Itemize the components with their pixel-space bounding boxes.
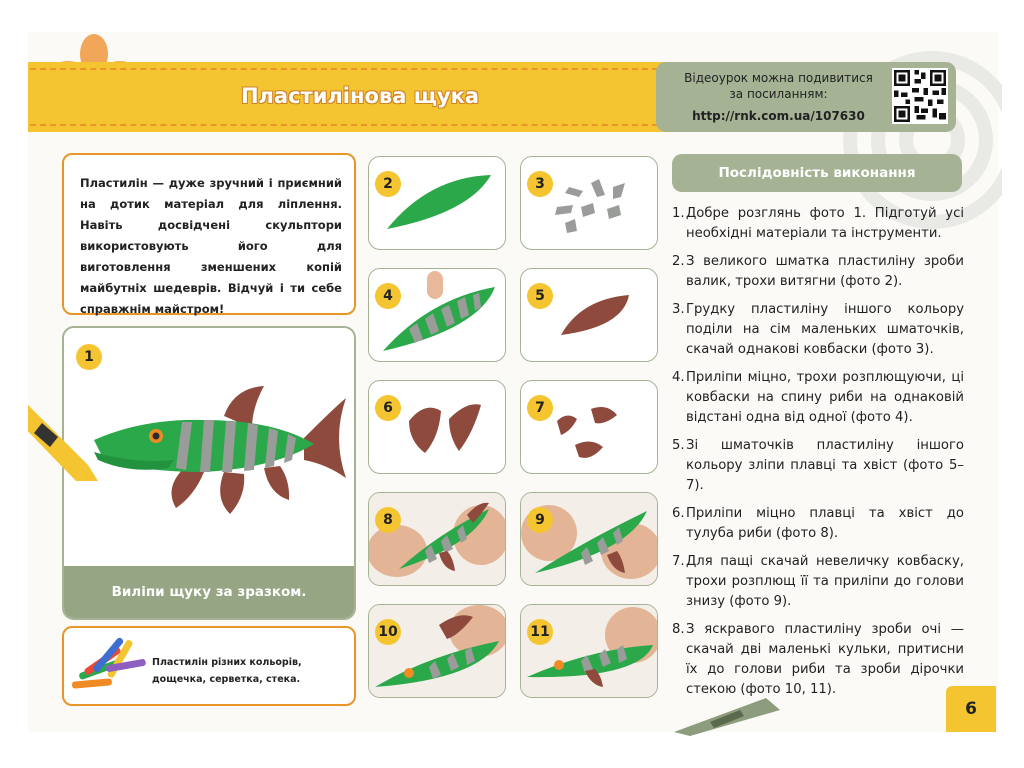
intro-text: Пластилін — дуже зручний і приємний на дотик матеріал для ліплення. Навіть досвідчені скульптори використовують його для виготовлення зменшених копій майбутніх шедеврів. Відчуй і ти себе справжнім майстром! — [80, 176, 342, 316]
sequence-steps-list — [672, 204, 964, 708]
sequence-step — [672, 204, 964, 244]
step-photo-5 — [520, 268, 658, 362]
main-photo-caption: Виліпи щуку за зразком. — [64, 566, 354, 618]
materials-text: Пластилін різних кольорів, дощечка, серветка, стека. — [152, 657, 302, 685]
photo-number-badge: 3 — [527, 171, 553, 197]
page-number: 6 — [946, 686, 996, 732]
step-number: 6. — [672, 506, 685, 521]
photo-number-badge: 11 — [527, 619, 553, 645]
main-photo-card — [62, 326, 356, 620]
page-title: Пластилінова щука — [240, 84, 480, 108]
step-photo-11 — [520, 604, 658, 698]
sequence-step — [672, 300, 964, 360]
step-number: 7. — [672, 554, 685, 569]
step-number: 8. — [672, 622, 685, 637]
step-text: Для пащі скачай невеличку ковбаску, трохи розплющ її та приліпи до голови знизу (фото 9). — [686, 554, 964, 609]
step-photo-2 — [368, 156, 506, 250]
photo-number-badge: 9 — [527, 507, 553, 533]
step-text: Приліпи міцно плавці та хвіст до тулуба риби (фото 8). — [686, 506, 964, 541]
step-number: 5. — [672, 438, 685, 453]
photo-number-badge: 8 — [375, 507, 401, 533]
pike-figure-illustration — [64, 368, 354, 548]
step-number: 4. — [672, 370, 685, 385]
sequence-step — [672, 252, 964, 292]
step-photo-9 — [520, 492, 658, 586]
step-photo-6 — [368, 380, 506, 474]
sequence-step — [672, 620, 964, 700]
step-photo-7 — [520, 380, 658, 474]
sequence-header: Послідовність виконання — [672, 154, 962, 192]
video-lesson-text — [676, 70, 881, 124]
step-number: 1. — [672, 206, 685, 221]
sequence-step — [672, 504, 964, 544]
step-photo-3 — [520, 156, 658, 250]
plasticine-sticks-icon — [70, 636, 150, 696]
sequence-step — [672, 552, 964, 612]
photo-number-badge: 5 — [527, 283, 553, 309]
step-text: Добре розглянь фото 1. Підготуй усі необхідні матеріали та інструменти. — [686, 206, 964, 241]
step-number: 2. — [672, 254, 685, 269]
materials-box — [62, 626, 356, 706]
photo-number-badge: 7 — [527, 395, 553, 421]
photo-number-badge: 2 — [375, 171, 401, 197]
intro-box — [62, 153, 356, 315]
photo-number-badge: 4 — [375, 283, 401, 309]
video-line-2: за посиланням: — [729, 87, 828, 101]
step-number: 3. — [672, 302, 685, 317]
video-url-link[interactable]: http://rnk.com.ua/107630 — [692, 109, 865, 123]
photo-number-badge: 10 — [375, 619, 401, 645]
video-lesson-box — [656, 62, 956, 132]
step-photo-8 — [368, 492, 506, 586]
step-text: З яскравого пластиліну зроби очі — скачай дві маленькі кульки, притисни їх до голови риби та зроби дірочки стекою (фото 10, 11). — [686, 622, 964, 697]
step-text: Приліпи міцно, трохи розплющуючи, ці ковбаски на спину риби на однаковій відстані одна від одної (фото 4). — [686, 370, 964, 425]
sequence-step — [672, 368, 964, 428]
step-text: Зі шматочків пластиліну іншого кольору зліпи плавці та хвіст (фото 5–7). — [686, 438, 964, 493]
yellow-crayon-decoration — [28, 395, 98, 515]
qr-code-icon[interactable] — [892, 68, 948, 124]
video-line-1: Відеоурок можна подивитися — [684, 71, 873, 85]
photo-number-badge: 1 — [76, 344, 102, 370]
photo-number-badge: 6 — [375, 395, 401, 421]
step-text: З великого шматка пластиліну зроби валик, трохи витягни (фото 2). — [686, 254, 964, 289]
step-photo-4 — [368, 268, 506, 362]
sequence-step — [672, 436, 964, 496]
step-photo-10 — [368, 604, 506, 698]
green-crayon-decoration — [670, 692, 790, 736]
step-text: Грудку пластиліну іншого кольору поділи на сім маленьких шматочків, скачай однакові ковбаски (фото 3). — [686, 302, 964, 357]
